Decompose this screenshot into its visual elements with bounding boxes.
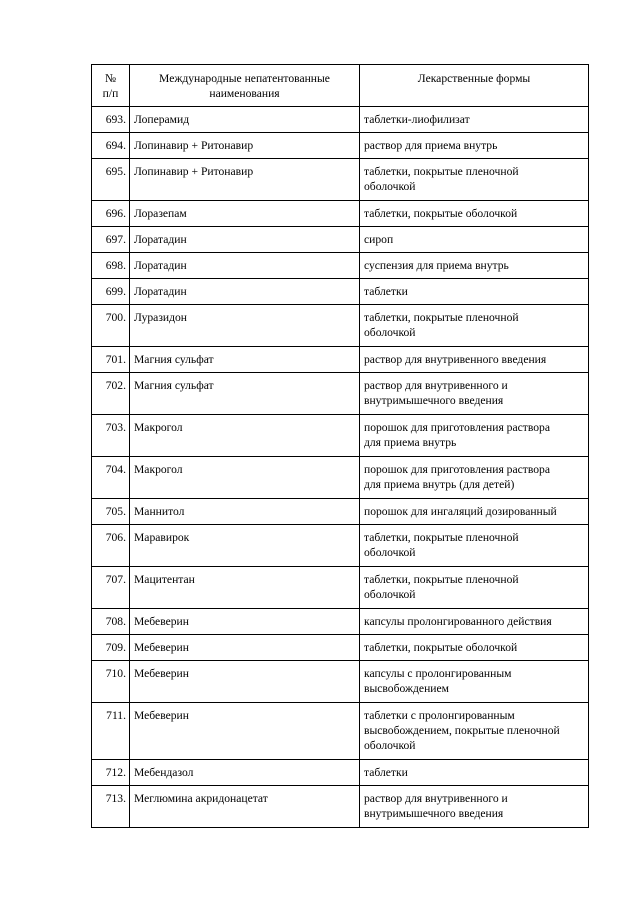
row-dosage-form: таблетки, покрытые оболочкой: [360, 635, 589, 661]
table-row: [92, 661, 589, 703]
row-number: 701.: [92, 347, 130, 373]
row-drug-name: Лопинавир + Ритонавир: [130, 133, 360, 159]
row-number: 713.: [92, 786, 130, 828]
row-number: 709.: [92, 635, 130, 661]
row-number: 700.: [92, 305, 130, 347]
row-dosage-form: таблетки: [360, 760, 589, 786]
table-row: [92, 609, 589, 635]
row-drug-name: Лопинавир + Ритонавир: [130, 159, 360, 201]
row-dosage-form: таблетки: [360, 279, 589, 305]
row-drug-name: Лоратадин: [130, 279, 360, 305]
table-row: [92, 567, 589, 609]
row-drug-name: Меглюмина акридонацетат: [130, 786, 360, 828]
row-drug-name: Мебеверин: [130, 661, 360, 703]
row-drug-name: Маннитол: [130, 499, 360, 525]
row-drug-name: Мацитентан: [130, 567, 360, 609]
row-number: 711.: [92, 703, 130, 760]
row-number: 706.: [92, 525, 130, 567]
table-row: [92, 760, 589, 786]
row-number: 707.: [92, 567, 130, 609]
row-drug-name: Макрогол: [130, 415, 360, 457]
row-number: 698.: [92, 253, 130, 279]
row-dosage-form: сироп: [360, 227, 589, 253]
table-row: [92, 499, 589, 525]
row-dosage-form: таблетки, покрытые оболочкой: [360, 201, 589, 227]
row-dosage-form: таблетки, покрытые пленочной оболочкой: [360, 159, 589, 201]
row-drug-name: Макрогол: [130, 457, 360, 499]
header-inn-name: Международные непатентованные наименования: [130, 65, 360, 107]
row-number: 712.: [92, 760, 130, 786]
table-header: [92, 65, 589, 107]
table-row: [92, 635, 589, 661]
table-row: [92, 107, 589, 133]
row-number: 699.: [92, 279, 130, 305]
table-row: [92, 227, 589, 253]
row-drug-name: Мебендазол: [130, 760, 360, 786]
table-row: [92, 703, 589, 760]
row-dosage-form: порошок для приготовления раствора для приема внутрь: [360, 415, 589, 457]
row-dosage-form: таблетки, покрытые пленочной оболочкой: [360, 305, 589, 347]
row-dosage-form: таблетки с пролонгированным высвобождением, покрытые пленочной оболочкой: [360, 703, 589, 760]
row-drug-name: Магния сульфат: [130, 373, 360, 415]
row-dosage-form: раствор для внутривенного введения: [360, 347, 589, 373]
drug-table: [91, 64, 589, 828]
row-drug-name: Мебеверин: [130, 703, 360, 760]
row-number: 696.: [92, 201, 130, 227]
row-dosage-form: таблетки, покрытые пленочной оболочкой: [360, 525, 589, 567]
row-dosage-form: порошок для приготовления раствора для приема внутрь (для детей): [360, 457, 589, 499]
row-dosage-form: таблетки-лиофилизат: [360, 107, 589, 133]
row-number: 693.: [92, 107, 130, 133]
row-drug-name: Мебеверин: [130, 635, 360, 661]
row-number: 697.: [92, 227, 130, 253]
header-number: № п/п: [92, 65, 130, 107]
row-drug-name: Маравирок: [130, 525, 360, 567]
row-dosage-form: раствор для внутривенного и внутримышечного введения: [360, 786, 589, 828]
row-drug-name: Мебеверин: [130, 609, 360, 635]
row-dosage-form: капсулы пролонгированного действия: [360, 609, 589, 635]
header-row: [92, 65, 589, 107]
table-row: [92, 786, 589, 828]
row-drug-name: Лоратадин: [130, 253, 360, 279]
table-row: [92, 253, 589, 279]
row-dosage-form: раствор для внутривенного и внутримышечного введения: [360, 373, 589, 415]
table-row: [92, 415, 589, 457]
row-drug-name: Лоперамид: [130, 107, 360, 133]
row-drug-name: Лоратадин: [130, 227, 360, 253]
table-row: [92, 373, 589, 415]
table-row: [92, 305, 589, 347]
table-row: [92, 159, 589, 201]
row-number: 703.: [92, 415, 130, 457]
row-dosage-form: раствор для приема внутрь: [360, 133, 589, 159]
row-drug-name: Магния сульфат: [130, 347, 360, 373]
row-drug-name: Лоразепам: [130, 201, 360, 227]
row-number: 710.: [92, 661, 130, 703]
row-drug-name: Луразидон: [130, 305, 360, 347]
table-row: [92, 201, 589, 227]
row-dosage-form: суспензия для приема внутрь: [360, 253, 589, 279]
row-dosage-form: капсулы с пролонгированным высвобождением: [360, 661, 589, 703]
row-number: 704.: [92, 457, 130, 499]
table-body: [92, 107, 589, 828]
row-dosage-form: порошок для ингаляций дозированный: [360, 499, 589, 525]
table-row: [92, 279, 589, 305]
table-row: [92, 525, 589, 567]
row-number: 695.: [92, 159, 130, 201]
row-number: 702.: [92, 373, 130, 415]
row-number: 708.: [92, 609, 130, 635]
row-dosage-form: таблетки, покрытые пленочной оболочкой: [360, 567, 589, 609]
table-row: [92, 457, 589, 499]
row-number: 694.: [92, 133, 130, 159]
row-number: 705.: [92, 499, 130, 525]
table-row: [92, 347, 589, 373]
table-row: [92, 133, 589, 159]
header-dosage-form: Лекарственные формы: [360, 65, 589, 107]
